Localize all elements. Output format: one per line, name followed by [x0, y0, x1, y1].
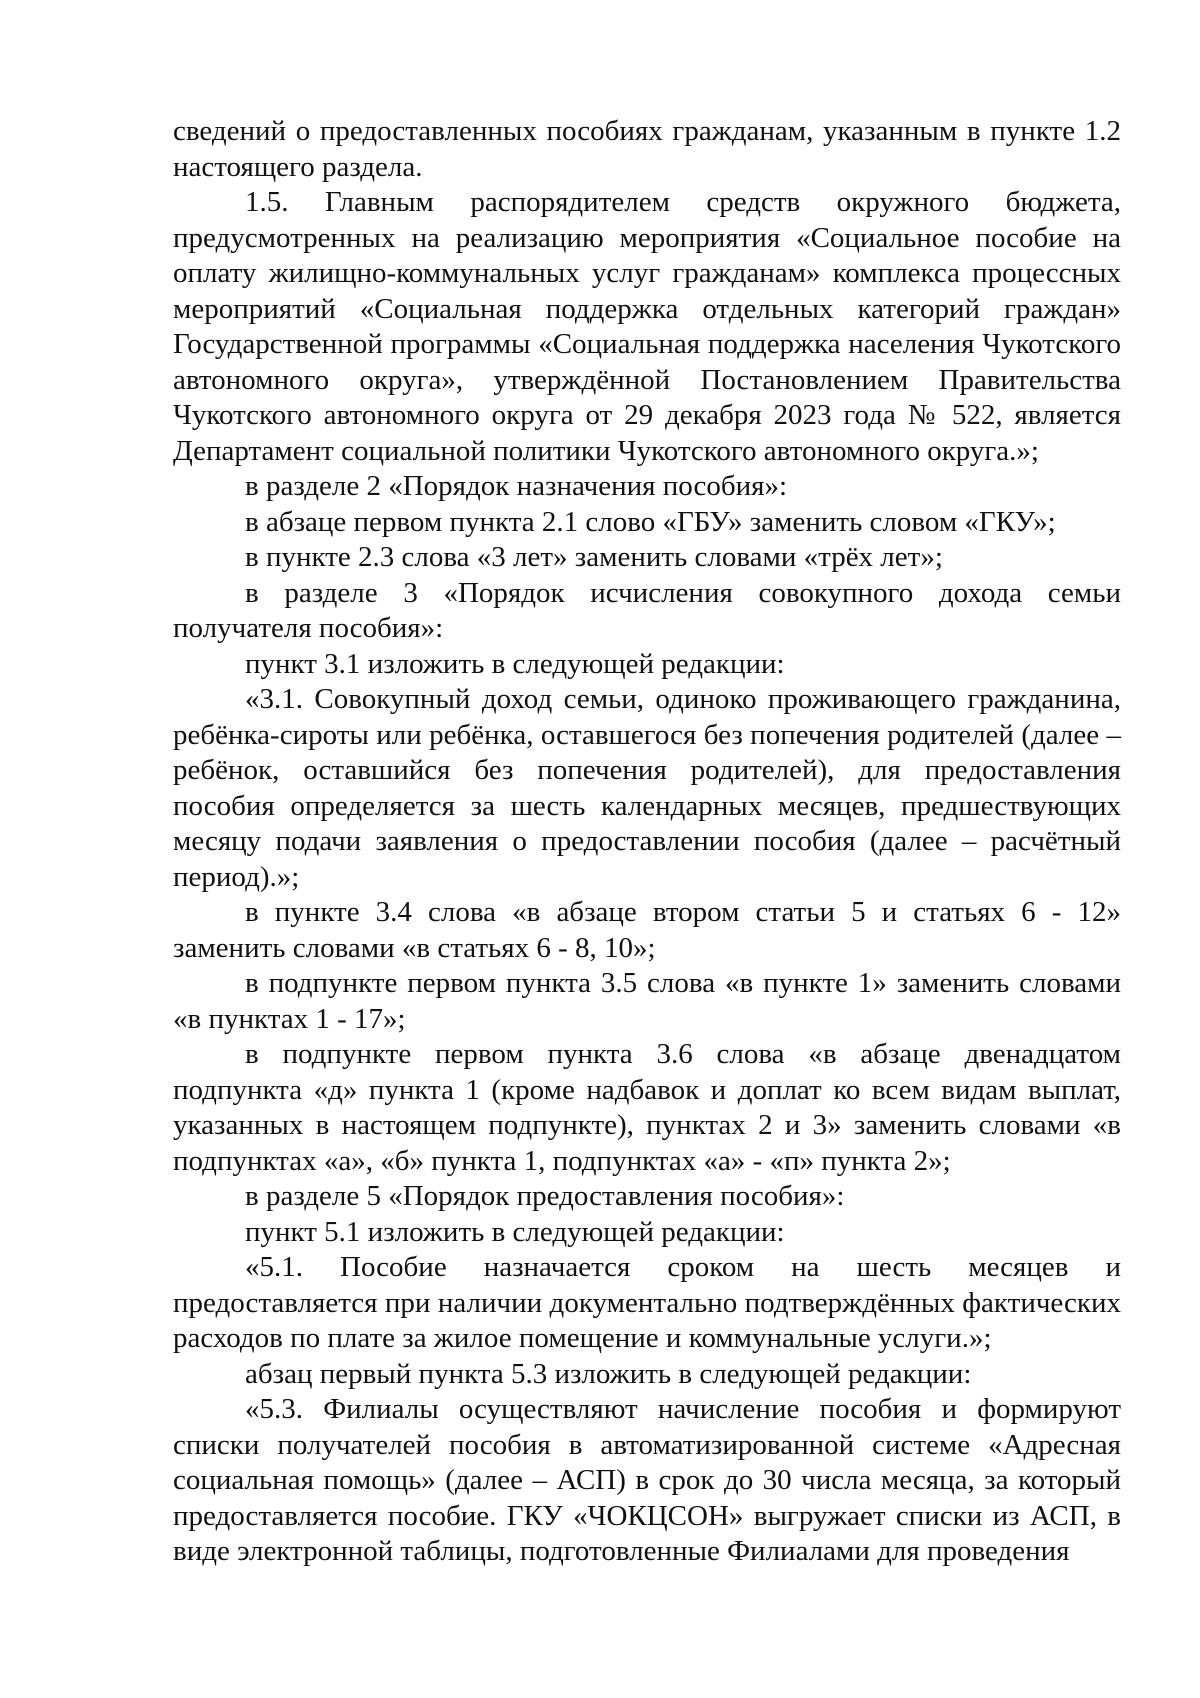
paragraph-3-5: в подпункте первом пункта 3.5 слова «в пункте 1» заменить словами «в пунктах 1 - 17»; [173, 967, 1121, 1035]
paragraph-3-1-intro: пункт 3.1 изложить в следующей редакции: [245, 647, 785, 680]
paragraph-5-3-text: «5.3. Филиалы осуществляют начисление пособия и формируют списки получателей пособия в автоматизированной системе «Адресная социальная помощь» (далее – АСП) в срок до 30 числа месяца, за который предоставляется пособие. ГКУ «ЧОКЦСОН» выгружает списки из АСП, в виде электронной таблицы, подготовленные Филиалами для проведения [173, 1393, 1121, 1567]
paragraph-1-5: 1.5. Главным распорядителем средств окружного бюджета, предусмотренных на реализацию мероприятия «Социальное пособие на оплату жилищно-коммунальных услуг гражданам» комплекса процессных мероприятий «Социальная поддержка отдельных категорий граждан» Государственной программы «Социальная поддержка населения Чукотского автономного округа», утверждённой Постановлением Правительства Чукотского автономного округа от 29 декабря 2023 года № 522, является Департамент социальной политики Чукотского автономного округа.»; [173, 186, 1121, 467]
paragraph-3-4: в пункте 3.4 слова «в абзаце втором статьи 5 и статьях 6 - 12» заменить словами «в статьях 6 - 8, 10»; [173, 896, 1121, 964]
paragraph-3-1-text: «3.1. Совокупный доход семьи, одиноко проживающего гражданина, ребёнка-сироты или ребёнка, оставшегося без попечения родителей (далее – ребёнок, оставшийся без попечения родителей), для предоставления пособия определяется за шесть календарных месяцев, предшествующих месяцу подачи заявления о предоставлении пособия (далее – расчётный период).»; [173, 683, 1121, 893]
paragraph-3-6: в подпункте первом пункта 3.6 слова «в абзаце двенадцатом подпункта «д» пункта 1 (кроме надбавок и доплат ко всем видам выплат, указанных в настоящем подпункте), пунктах 2 и 3» заменить словами «в подпунктах «а», «б» пункта 1, подпунктах «а» - «п» пункта 2»; [173, 1038, 1121, 1177]
paragraph-2-3: в пункте 2.3 слова «3 лет» заменить словами «трёх лет»; [245, 541, 943, 573]
paragraph-continuation: сведений о предоставленных пособиях гражданам, указанным в пункте 1.2 настоящего раздела. [173, 115, 1121, 183]
paragraph-5-1-intro: пункт 5.1 изложить в следующей редакции: [245, 1215, 785, 1248]
paragraph-section-3: в разделе 3 «Порядок исчисления совокупного дохода семьи получателя пособия»: [173, 576, 1121, 644]
document-page [173, 114, 1121, 1570]
paragraph-section-5: в разделе 5 «Порядок предоставления пособия»: [245, 1180, 845, 1212]
paragraph-2-1: в абзаце первом пункта 2.1 слово «ГБУ» заменить словом «ГКУ»; [245, 505, 1056, 538]
paragraph-5-1-text: «5.1. Пособие назначается сроком на шесть месяцев и предоставляется при наличии документально подтверждённых фактических расходов по плате за жилое помещение и коммунальные услуги.»; [173, 1251, 1121, 1354]
paragraph-section-2: в разделе 2 «Порядок назначения пособия»: [245, 470, 788, 502]
paragraph-5-3-intro: абзац первый пункта 5.3 изложить в следующей редакции: [245, 1357, 972, 1390]
